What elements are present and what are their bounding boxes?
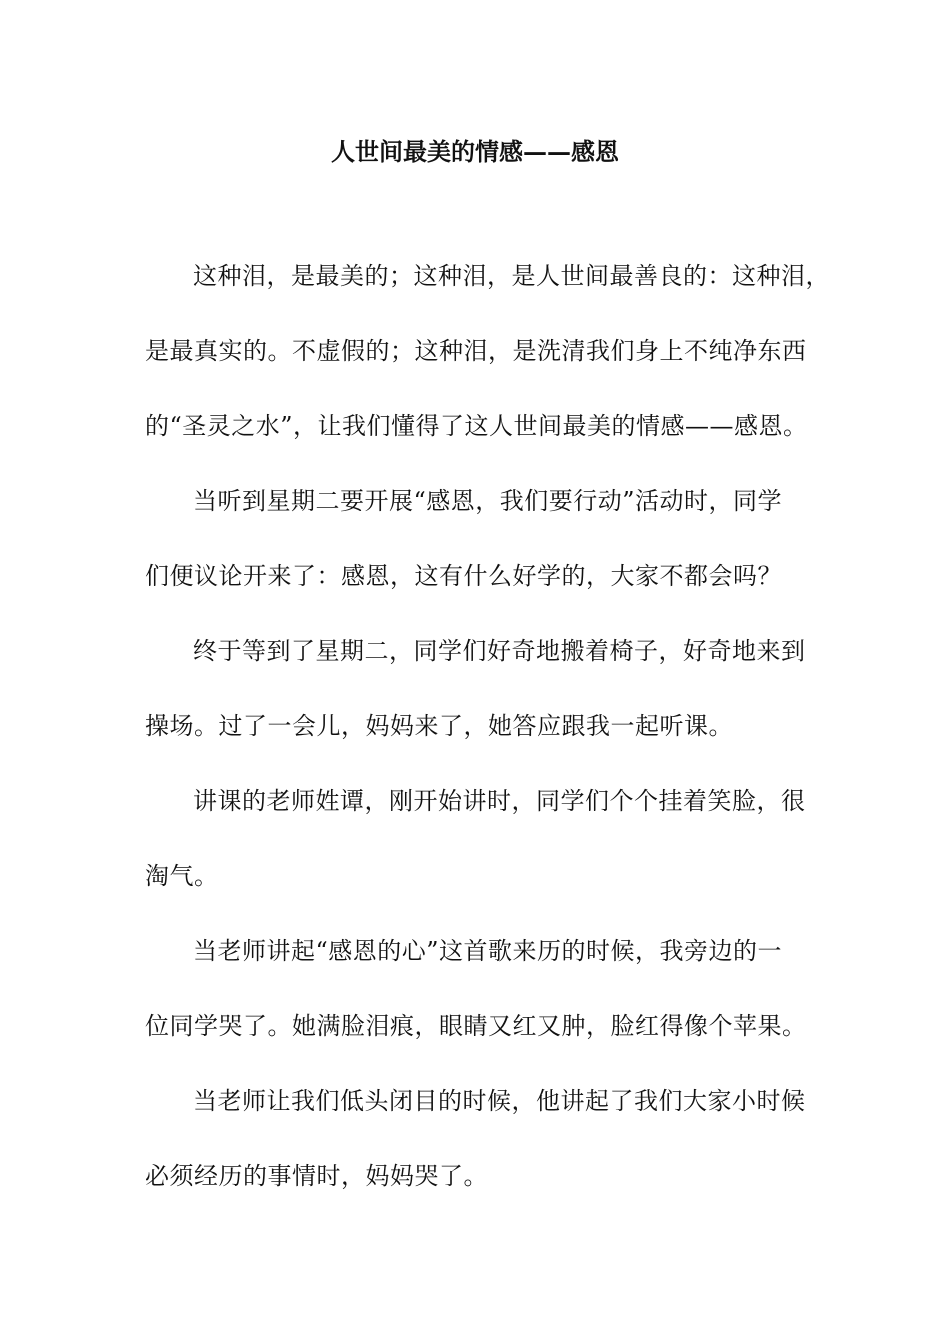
text-line: 当听到星期二要开展“感恩，我们要行动”活动时，同学 [193,487,783,515]
document-body [145,252,830,1227]
text-line: 这种泪，是最美的；这种泪，是人世间最善良的：这种泪， [193,262,830,290]
text-line: 是最真实的。不虚假的；这种泪，是洗清我们身上不纯净东西 [145,337,807,365]
text-line: 位同学哭了。她满脸泪痕，眼睛又红又肿，脸红得像个苹果。 [145,1012,807,1040]
text-line: 淘气。 [145,862,219,890]
text-line: 讲课的老师姓谭，刚开始讲时，同学们个个挂着笑脸，很 [193,787,806,815]
text-line: 必须经历的事情时，妈妈哭了。 [145,1162,488,1190]
document-title: 人世间最美的情感——感恩 [331,137,619,166]
text-line: 操场。过了一会儿，妈妈来了，她答应跟我一起听课。 [145,712,733,740]
text-line: 的“圣灵之水”，让我们懂得了这人世间最美的情感——感恩。 [145,412,808,440]
text-line: 当老师让我们低头闭目的时候，他讲起了我们大家小时候 [193,1087,806,1115]
text-line: 终于等到了星期二，同学们好奇地搬着椅子，好奇地来到 [193,637,806,665]
text-line: 当老师讲起“感恩的心”这首歌来历的时候，我旁边的一 [193,937,783,965]
text-line: 们便议论开来了：感恩，这有什么好学的，大家不都会吗？ [145,562,782,590]
